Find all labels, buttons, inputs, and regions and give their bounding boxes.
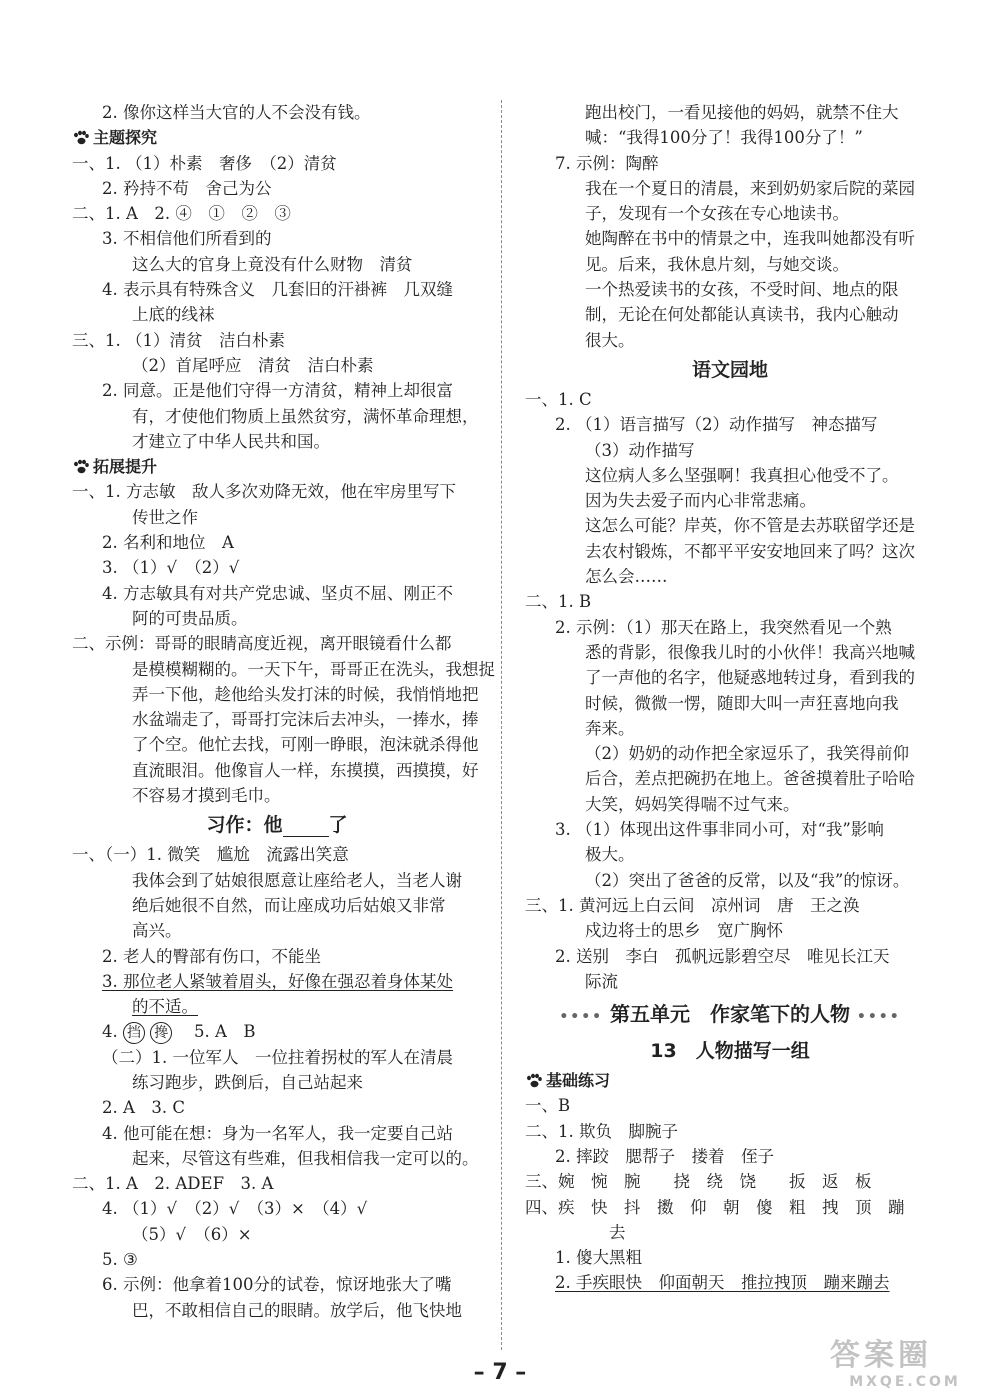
answer-line (72, 1272, 482, 1297)
answer-text: 2. （1）语言描写（2）动作描写 神态描写 (555, 415, 878, 435)
answer-text: 奔来。 (585, 718, 635, 738)
answer-line (525, 438, 935, 463)
answer-line (72, 581, 482, 606)
answer-text: 的不适。 (132, 997, 198, 1017)
answer-text: 4. （1）√ （2）√ （3）× （4）√ (102, 1199, 368, 1219)
answer-line (72, 783, 482, 808)
answer-text: 去 (609, 1222, 626, 1242)
answer-line (72, 1045, 482, 1070)
watermark-text: 答案圈 (830, 1338, 932, 1373)
blank-line (283, 814, 329, 837)
answer-text: 1. 傻大黑粗 (555, 1248, 642, 1268)
answer-text: 2. 老人的臀部有伤口，不能坐 (102, 946, 321, 966)
answer-text: 2. 矜持不苟 舍己为公 (102, 178, 272, 198)
answer-text: 极大。 (585, 845, 635, 865)
answer-line (525, 716, 935, 741)
answer-text: 三、1. 黄河远上白云间 凉州词 唐 王之涣 (525, 895, 860, 915)
answer-line (72, 302, 482, 327)
answer-line (525, 817, 935, 842)
answer-line (72, 479, 482, 504)
answer-text: 2. 像你这样当大官的人不会没有钱。 (102, 103, 371, 122)
answer-text: （2）首尾呼应 清贫 洁白朴素 (132, 355, 374, 375)
answer-text: 喊：“我得100分了！我得100分了！” (585, 128, 863, 148)
section-heading (525, 1068, 935, 1093)
answer-text: 我体会到了姑娘很愿意让座给老人，当老人谢 (132, 870, 462, 890)
answer-text: 一、1. （1）朴素 奢侈 （2）清贫 (72, 153, 337, 173)
answer-line (72, 151, 482, 176)
answer-text: 一、（一）1. 微笑 尴尬 流露出笑意 (72, 845, 349, 865)
answer-text: 跑出校门，一看见接他的妈妈，就禁不住大 (585, 103, 899, 122)
section-heading (72, 454, 482, 479)
answer-text: 大笑，妈妈笑得喘不过气来。 (585, 794, 800, 814)
title-text: 语文园地 (691, 358, 768, 381)
unit-title-text: 第五单元 作家笔下的人物 (610, 1002, 850, 1027)
answer-line (72, 201, 482, 226)
answer-line (525, 1119, 935, 1144)
answer-text: 四、疾 快 抖 擞 仰 朝 傻 粗 拽 顶 蹦 (525, 1197, 905, 1217)
answer-text: 二、1. B (525, 592, 592, 612)
answer-line (72, 328, 482, 353)
paw-icon (72, 130, 90, 146)
answer-line (72, 1146, 482, 1171)
answer-line (72, 969, 482, 994)
answer-line (525, 766, 935, 791)
answer-line (72, 176, 482, 201)
answer-line (72, 631, 482, 656)
answer-line (72, 1247, 482, 1272)
answer-line (72, 707, 482, 732)
answer-line (525, 918, 935, 943)
answer-line (72, 732, 482, 757)
answer-text: 二、1. A 2. ④ ① ② ③ (72, 204, 291, 224)
answer-text: 二、1. A 2. ADEF 3. A (72, 1174, 274, 1194)
answer-text: 传世之作 (132, 507, 198, 527)
answer-line (525, 328, 935, 353)
answer-text: 巴，不敢相信自己的眼睛。放学后，他飞快地 (132, 1300, 462, 1320)
circled-character: 挡 (123, 1022, 145, 1044)
answer-text: 3. （1）√ （2）√ (102, 558, 240, 578)
answer-line (72, 1095, 482, 1120)
answer-line (525, 125, 935, 150)
answer-line (525, 589, 935, 614)
answer-text: 是模模糊糊的。一天下午，哥哥正在洗头，我想捉 (132, 659, 495, 679)
section-title (525, 353, 935, 387)
answer-text: 水盆端走了，哥哥打完沫后去冲头，一捧水，捧 (132, 710, 479, 730)
answer-text: 三、1. （1）清贫 洁白朴素 (72, 330, 285, 350)
answer-line (72, 1121, 482, 1146)
section-heading-text: 拓展提升 (93, 457, 158, 477)
page-number: – 7 – (473, 1360, 527, 1385)
answer-text: 弄一下他，趁他给头发打沫的时候，我悄悄地把 (132, 684, 479, 704)
answer-line (525, 513, 935, 538)
answer-text: 怎么会…… (585, 567, 668, 587)
answer-text: 直流眼泪。他像盲人一样，东摸摸，西摸摸，好 (132, 760, 479, 780)
answer-line (72, 277, 482, 302)
answer-text: 一、B (525, 1096, 571, 1116)
answer-line (525, 151, 935, 176)
paw-icon (525, 1073, 543, 1089)
answer-line (525, 1195, 935, 1220)
answer-line (72, 657, 495, 682)
title-text: 13 人物描写一组 (650, 1040, 810, 1063)
answer-text: 三、婉 惋 腕 挠 绕 饶 扳 返 板 (525, 1172, 872, 1192)
section-heading (72, 125, 482, 150)
answer-text: 上底的线袜 (132, 305, 215, 325)
answer-line (72, 893, 482, 918)
answer-line (525, 1245, 935, 1270)
answer-line (525, 387, 935, 412)
answer-text: 有，才使他们物质上虽然贫穷，满怀革命理想， (132, 406, 479, 426)
answer-line (72, 404, 482, 429)
unit-title (525, 994, 935, 1034)
section-heading-text: 主题探究 (93, 128, 158, 148)
answer-text: （二）1. 一位军人 一位拄着拐杖的军人在清晨 (102, 1047, 453, 1067)
left-column (72, 100, 495, 1323)
answer-text: 2. 手疾眼快 仰面朝天 推拉拽顶 蹦来蹦去 (555, 1273, 890, 1293)
answer-line (72, 606, 482, 631)
answer-text: 戍边将士的思乡 宽广胸怀 (585, 921, 783, 941)
answer-line (525, 640, 935, 665)
answer-text: 去农村锻炼，不都平平安安地回来了吗？这次 (585, 541, 915, 561)
answer-line (525, 1220, 935, 1245)
answer-line (525, 463, 935, 488)
answer-text: （2）奶奶的动作把全家逗乐了，我笑得前仰 (585, 744, 909, 764)
answer-text: 起来，尽管这有些难，但我相信我一定可以的。 (132, 1148, 479, 1168)
answer-text: 际流 (585, 971, 618, 991)
answer-text: 3. （1）体现出这件事非同小可，对“我”影响 (555, 820, 884, 840)
answer-line (525, 302, 935, 327)
answer-text: 时候，微微一愣，随即大叫一声狂喜地向我 (585, 693, 899, 713)
answer-text: 阿的可贵品质。 (132, 608, 248, 628)
answer-text: 4. (102, 1022, 123, 1042)
lesson-title-text: 了 (328, 814, 348, 837)
answer-line (525, 1270, 935, 1295)
answer-line (72, 555, 482, 580)
answer-text: 4. 表示具有特殊含义 几套旧的汗褂裤 几双缝 (102, 280, 453, 300)
answer-line (72, 505, 482, 530)
answer-line (72, 100, 482, 125)
answer-text: 4. 方志敏具有对共产党忠诚、坚贞不屈、刚正不 (102, 583, 453, 603)
decorative-dots: •••• (850, 1009, 901, 1026)
answer-text: 4. 他可能在想：身为一名军人，我一定要自己站 (102, 1123, 453, 1143)
answer-line (525, 564, 935, 589)
answer-text: 因为失去爱子而内心非常悲痛。 (585, 491, 816, 511)
answer-line (72, 378, 482, 403)
answer-line (72, 1070, 482, 1095)
answer-line (72, 226, 482, 251)
answer-line (72, 758, 482, 783)
answer-line (525, 842, 935, 867)
lesson-title (72, 808, 482, 842)
answer-line (525, 1093, 935, 1118)
lesson-title-text: 习作：他 (206, 814, 283, 837)
answer-line (525, 868, 935, 893)
answer-text: 7. 示例：陶醉 (555, 153, 659, 173)
answer-line (72, 918, 482, 943)
answer-line (72, 530, 482, 555)
answer-text: 这么大的官身上竟没有什么财物 清贫 (132, 254, 413, 274)
answer-text: 6. 示例：他拿着100分的试卷，惊讶地张大了嘴 (102, 1275, 452, 1295)
answer-line (525, 100, 935, 125)
answer-text: 绝后她很不自然，而让座成功后姑娘又非常 (132, 895, 446, 915)
section-heading-text: 基础练习 (546, 1071, 611, 1091)
decorative-dots: •••• (559, 1009, 610, 1026)
answer-line (72, 1196, 482, 1221)
answer-text: 二、示例：哥哥的眼睛高度近视，离开眼镜看什么都 (72, 634, 452, 654)
answer-text: 她陶醉在书中的情景之中，连我叫她都没有听 (585, 229, 915, 249)
answer-line (525, 1144, 935, 1169)
answer-text: 2. A 3. C (102, 1098, 186, 1118)
answer-text: 5. ③ (102, 1250, 138, 1270)
answer-line (525, 226, 935, 251)
answer-line (72, 252, 482, 277)
answer-text: 3. 那位老人紧皱着眉头，好像在强忍着身体某处 (102, 971, 453, 991)
answer-text: 后合，差点把碗扔在地上。爸爸摸着肚子哈哈 (585, 769, 915, 789)
answer-text: 2. 名利和地位 A (102, 533, 234, 553)
answer-text: 2. 示例：（1）那天在路上，我突然看见一个熟 (555, 617, 892, 637)
answer-text: 见。后来，我休息片刻，与她交谈。 (585, 254, 849, 274)
answer-line (525, 665, 935, 690)
answer-text: 2. 送别 李白 孤帆远影碧空尽 唯见长江天 (555, 946, 890, 966)
answer-text: （5）√ （6）× (132, 1224, 252, 1244)
answer-line (72, 944, 482, 969)
answer-line (525, 539, 935, 564)
answer-line (72, 1171, 482, 1196)
answer-text: 一、1. 方志敏 敌人多次劝降无效，他在牢房里写下 (72, 482, 456, 502)
answer-text: 高兴。 (132, 921, 182, 941)
answer-line (525, 252, 935, 277)
answer-line (525, 893, 935, 918)
answer-text: 很大。 (585, 330, 635, 350)
answer-line (72, 994, 482, 1019)
answer-line (525, 201, 935, 226)
answer-line (525, 792, 935, 817)
answer-line (72, 682, 482, 707)
lesson-title (525, 1034, 935, 1068)
answer-text: 练习跑步，跌倒后，自己站起来 (132, 1072, 363, 1092)
answer-text: 制，无论在何处都能认真读书，我内心触动 (585, 305, 899, 325)
answer-text: 不容易才摸到毛巾。 (132, 786, 281, 806)
answer-text: 二、1. 欺负 脚腕子 (525, 1121, 678, 1141)
answer-text: 2. 同意。正是他们守得一方清贫，精神上却很富 (102, 381, 453, 401)
answer-line (525, 615, 935, 640)
answer-line (525, 691, 935, 716)
answer-line (525, 488, 935, 513)
answer-text: （2）突出了爸爸的反常，以及“我”的惊讶。 (585, 870, 910, 890)
answer-line (72, 842, 482, 867)
answer-text: 这怎么可能？岸英，你不管是去苏联留学还是 (585, 516, 915, 536)
answer-line (72, 1298, 482, 1323)
answer-line (72, 1019, 482, 1044)
circled-character: 搀 (150, 1022, 172, 1044)
answer-line (525, 277, 935, 302)
answer-text: 我在一个夏日的清晨，来到奶奶家后院的菜园 (585, 178, 915, 198)
answer-text: 了一声他的名字，他疑惑地转过身，看到我的 (585, 668, 915, 688)
answer-text: （3）动作描写 (585, 440, 695, 460)
answer-text: 2. 摔跤 腮帮子 搂着 侄子 (555, 1146, 774, 1166)
answer-line (525, 412, 935, 437)
answer-line (72, 1222, 482, 1247)
answer-line (525, 944, 935, 969)
answer-text: 了个空。他忙去找，可刚一睁眼，泡沫就杀得他 (132, 735, 479, 755)
paw-icon (72, 459, 90, 475)
right-column (525, 100, 935, 1296)
answer-text: 这位病人多么坚强啊！我真担心他受不了。 (585, 465, 899, 485)
watermark-logo (830, 1330, 980, 1390)
answer-text: 才建立了中华人民共和国。 (132, 431, 330, 451)
answer-text: 子，发现有一个女孩在专心地读书。 (585, 204, 849, 224)
answer-line (72, 868, 482, 893)
answer-text: 3. 不相信他们所看到的 (102, 229, 272, 249)
answer-line (525, 741, 935, 766)
watermark-url: MXQE.COM (849, 1374, 961, 1390)
answer-line (525, 969, 935, 994)
answer-text: 5. A B (177, 1022, 256, 1042)
answer-line (72, 429, 482, 454)
answer-line (525, 176, 935, 201)
answer-line (72, 353, 482, 378)
answer-text: 一、1. C (525, 389, 592, 409)
answer-line (525, 1169, 935, 1194)
column-divider (501, 100, 502, 1350)
answer-text: 悉的背影，很像我儿时的小伙伴！我高兴地喊 (585, 642, 915, 662)
answer-text: 一个热爱读书的女孩，不受时间、地点的限 (585, 280, 899, 300)
